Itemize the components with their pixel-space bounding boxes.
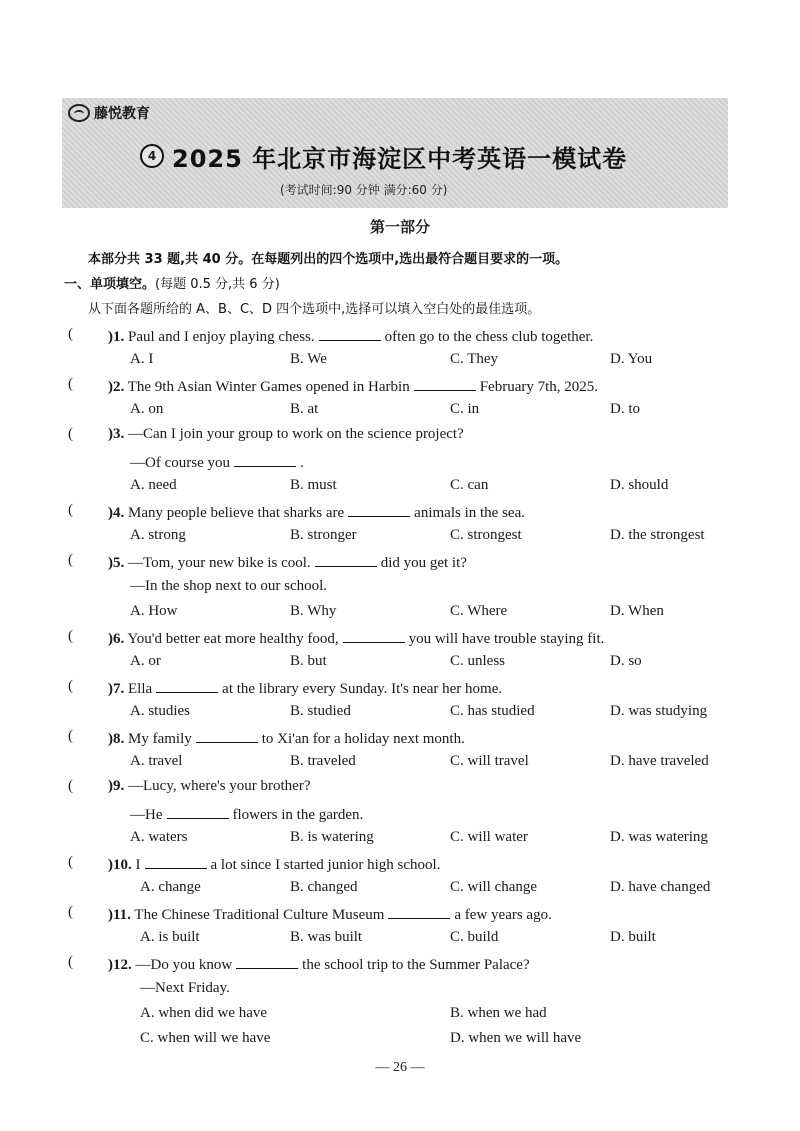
question-number: )2. <box>108 379 125 395</box>
answer-blank <box>234 452 296 467</box>
question-1 <box>108 326 593 346</box>
option-c: C. when will we have <box>140 1030 271 1046</box>
option-b: B. was built <box>290 929 363 945</box>
option-b: B. Why <box>290 603 337 619</box>
option-b: B. We <box>290 351 327 367</box>
question-2 <box>108 376 598 396</box>
option-a: A. waters <box>130 829 188 845</box>
option-c: C. in <box>450 401 480 417</box>
question-text: flowers in the garden. <box>232 807 364 823</box>
question-text: Paul and I enjoy playing chess. <box>128 329 315 345</box>
option-d: D. was studying <box>610 703 708 719</box>
question-text: —Can I join your group to work on the science project? <box>128 426 464 442</box>
intro-text: 本部分共 33 题,共 40 分。在每题列出的四个选项中,选出最符合题目要求的一项。 <box>88 252 569 267</box>
question-7 <box>108 678 502 698</box>
answer-paren: ( <box>68 954 73 970</box>
option-a: A. is built <box>140 929 200 945</box>
answer-blank <box>156 678 218 693</box>
option-d: D. You <box>610 351 653 367</box>
option-d: D. built <box>610 929 656 945</box>
answer-paren: ( <box>68 854 73 870</box>
answer-blank <box>343 628 405 643</box>
part-title: 第一部分 <box>369 218 430 236</box>
question-number: )11. <box>108 907 131 923</box>
question-text: February 7th, 2025. <box>479 379 599 395</box>
question-text: a few years ago. <box>454 907 552 923</box>
question-number: )6. <box>108 631 125 647</box>
answer-blank <box>315 552 377 567</box>
option-d: D. when we will have <box>450 1030 582 1046</box>
question-12 <box>108 954 530 974</box>
question-5 <box>108 552 467 572</box>
question-text: the school trip to the Summer Palace? <box>302 957 530 973</box>
brand-logo-icon <box>68 104 90 122</box>
option-c: C. will travel <box>450 753 529 769</box>
question-12-line-2: —Next Friday. <box>140 980 230 996</box>
question-number: )8. <box>108 731 125 747</box>
option-a: A. studies <box>130 703 190 719</box>
option-a: A. or <box>130 653 161 669</box>
question-text: you will have trouble staying fit. <box>408 631 605 647</box>
exam-title-row <box>140 140 627 172</box>
brand-logo <box>68 102 150 124</box>
answer-blank <box>348 502 410 517</box>
question-text: at the library every Sunday. It's near her home. <box>222 681 503 697</box>
answer-paren: ( <box>68 502 73 518</box>
question-text: The Chinese Traditional Culture Museum <box>134 907 385 923</box>
option-a: A. How <box>130 603 178 619</box>
question-8 <box>108 728 465 748</box>
option-a: A. strong <box>130 527 186 543</box>
option-d: D. have traveled <box>610 753 709 769</box>
option-d: D. When <box>610 603 664 619</box>
question-9 <box>108 778 311 795</box>
answer-blank <box>167 804 229 819</box>
question-11 <box>108 904 552 924</box>
brand-name: 藤悦教育 <box>94 106 150 122</box>
section-heading <box>64 273 280 292</box>
question-text: The 9th Asian Winter Games opened in Harbin <box>127 379 410 395</box>
question-text: Ella <box>128 681 153 697</box>
option-d: D. the strongest <box>610 527 705 543</box>
question-text: often go to the chess club together. <box>384 329 594 345</box>
option-d: D. should <box>610 477 669 493</box>
question-3 <box>108 426 464 443</box>
exam-subtitle: (考试时间:90 分钟 满分:60 分) <box>280 183 448 197</box>
question-text: —Of course you <box>130 455 230 471</box>
option-c: C. can <box>450 477 489 493</box>
question-number: )1. <box>108 329 125 345</box>
answer-blank <box>236 954 298 969</box>
option-c: C. Where <box>450 603 508 619</box>
question-text: to Xi'an for a holiday next month. <box>261 731 465 747</box>
option-d: D. was watering <box>610 829 708 845</box>
option-c: C. will change <box>450 879 538 895</box>
option-a: A. travel <box>130 753 183 769</box>
option-b: B. is watering <box>290 829 374 845</box>
option-c: C. build <box>450 929 499 945</box>
answer-paren: ( <box>68 426 73 442</box>
answer-paren: ( <box>68 904 73 920</box>
question-number: )9. <box>108 778 125 794</box>
answer-paren: ( <box>68 376 73 392</box>
answer-paren: ( <box>68 678 73 694</box>
question-text: Many people believe that sharks are <box>128 505 345 521</box>
question-text: a lot since I started junior high school. <box>210 857 441 873</box>
question-4 <box>108 502 525 522</box>
question-text: —Lucy, where's your brother? <box>128 778 311 794</box>
option-c: C. has studied <box>450 703 535 719</box>
answer-blank <box>414 376 476 391</box>
question-10 <box>108 854 440 874</box>
question-5-line-2: —In the shop next to our school. <box>130 578 328 594</box>
option-a: A. on <box>130 401 164 417</box>
option-b: B. must <box>290 477 337 493</box>
answer-blank <box>196 728 258 743</box>
answer-paren: ( <box>68 326 73 342</box>
question-text: animals in the sea. <box>414 505 525 521</box>
option-a: A. when did we have <box>140 1005 268 1021</box>
answer-blank <box>145 854 207 869</box>
option-a: A. need <box>130 477 177 493</box>
option-b: B. but <box>290 653 327 669</box>
question-number: )12. <box>108 957 132 973</box>
question-6 <box>108 628 604 648</box>
exam-title: 2025 年北京市海淀区中考英语一模试卷 <box>172 144 628 173</box>
question-text: My family <box>128 731 192 747</box>
option-c: C. They <box>450 351 499 367</box>
question-number: )5. <box>108 555 125 571</box>
option-b: B. traveled <box>290 753 356 769</box>
option-b: B. at <box>290 401 319 417</box>
question-text: did you get it? <box>380 555 467 571</box>
question-text: . <box>299 455 304 471</box>
option-d: D. have changed <box>610 879 711 895</box>
option-c: C. will water <box>450 829 528 845</box>
answer-paren: ( <box>68 552 73 568</box>
option-c: C. strongest <box>450 527 522 543</box>
question-9-line-2 <box>130 804 363 824</box>
exam-number-badge: 4 <box>140 144 164 168</box>
answer-paren: ( <box>68 728 73 744</box>
section-title: 一、单项填空。 <box>64 277 156 292</box>
question-number: )10. <box>108 857 132 873</box>
question-text: You'd better eat more healthy food, <box>127 631 339 647</box>
question-number: )3. <box>108 426 125 442</box>
answer-paren: ( <box>68 628 73 644</box>
option-b: B. when we had <box>450 1005 547 1021</box>
question-number: )4. <box>108 505 125 521</box>
option-a: A. change <box>140 879 201 895</box>
question-number: )7. <box>108 681 125 697</box>
question-text: —He <box>130 807 163 823</box>
option-c: C. unless <box>450 653 506 669</box>
option-d: D. so <box>610 653 642 669</box>
question-text: —Do you know <box>135 957 233 973</box>
option-b: B. stronger <box>290 527 357 543</box>
section-description: 从下面各题所给的 A、B、C、D 四个选项中,选择可以填入空白处的最佳选项。 <box>88 302 541 317</box>
question-3-line-2 <box>130 452 304 472</box>
answer-paren: ( <box>68 778 73 794</box>
option-a: A. I <box>130 351 154 367</box>
option-b: B. changed <box>290 879 358 895</box>
section-note: (每题 0.5 分,共 6 分) <box>155 277 280 292</box>
question-text: I <box>135 857 141 873</box>
question-text: —Tom, your new bike is cool. <box>128 555 311 571</box>
answer-blank <box>388 904 450 919</box>
page-number: — 26 — <box>375 1060 425 1075</box>
option-d: D. to <box>610 401 640 417</box>
option-b: B. studied <box>290 703 351 719</box>
answer-blank <box>319 326 381 341</box>
